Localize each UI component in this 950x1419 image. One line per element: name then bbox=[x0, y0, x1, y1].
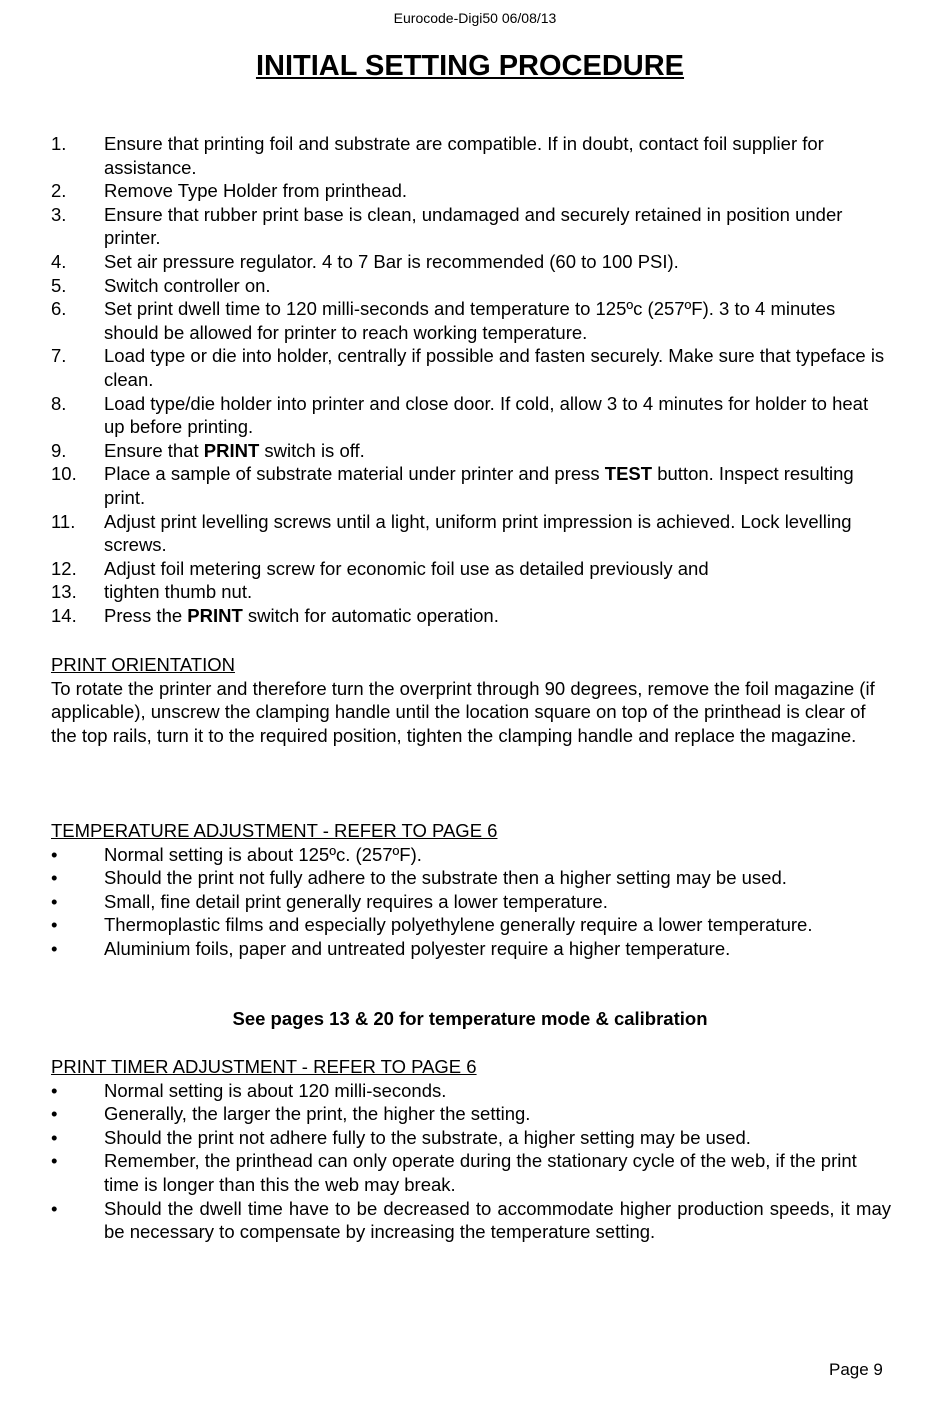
timer-heading: PRINT TIMER ADJUSTMENT - REFER TO PAGE 6 bbox=[51, 1056, 477, 1077]
step-text bbox=[104, 344, 891, 391]
step-text-emphasis: TEST bbox=[604, 463, 653, 485]
step-text-part: Adjust foil metering screw for economic foil use as detailed previously and bbox=[104, 557, 709, 579]
step-text-part: Load type/die holder into printer and close door. If cold, allow 3 to 4 minutes for holder to heat up before printing. bbox=[104, 392, 869, 438]
bullet-icon: • bbox=[51, 890, 58, 912]
step-text-part: Set print dwell time to 120 milli-seconds and temperature to 125ºc (257ºF). 3 to 4 minutes should be allowed for printer to reach working temperature. bbox=[104, 298, 836, 343]
step-text bbox=[104, 132, 891, 179]
step-number: 5. bbox=[51, 274, 67, 296]
step-text bbox=[104, 250, 891, 274]
step-item bbox=[51, 344, 891, 391]
bullet-item bbox=[51, 937, 891, 961]
bullet-icon: • bbox=[51, 1079, 58, 1101]
step-text bbox=[104, 297, 891, 344]
step-text-part: tighten thumb nut. bbox=[104, 581, 253, 603]
step-text-part: button. Inspect resulting print. bbox=[104, 463, 854, 508]
bullet-item bbox=[51, 866, 891, 890]
step-number: 1. bbox=[51, 133, 67, 154]
step-item bbox=[51, 510, 891, 557]
step-number: 7. bbox=[51, 345, 67, 367]
step-number: 2. bbox=[51, 180, 67, 202]
bullet-item bbox=[51, 1126, 891, 1150]
bullet-item bbox=[51, 843, 891, 867]
step-text-emphasis: PRINT bbox=[203, 439, 260, 461]
step-number: 11. bbox=[51, 510, 76, 532]
bullet-text: Normal setting is about 120 milli-seconds. bbox=[104, 1079, 447, 1101]
temperature-bullets bbox=[51, 843, 891, 961]
bullet-icon: • bbox=[51, 1150, 58, 1172]
orientation-heading: PRINT ORIENTATION bbox=[51, 654, 235, 675]
bullet-icon: • bbox=[51, 1197, 58, 1219]
step-item bbox=[51, 179, 891, 203]
step-text bbox=[104, 510, 891, 557]
timer-section bbox=[51, 1055, 891, 1244]
step-text-part: Adjust print levelling screws until a light, uniform print impression is achieved. Lock levelling screws. bbox=[104, 510, 852, 556]
step-text-part: Place a sample of substrate material under printer and press bbox=[104, 463, 605, 485]
bullet-icon: • bbox=[51, 937, 58, 959]
bullet-text: Thermoplastic films and especially polyethylene generally require a lower temperature. bbox=[104, 914, 813, 936]
step-text bbox=[104, 462, 891, 509]
bullet-icon: • bbox=[51, 914, 58, 936]
step-text bbox=[104, 392, 891, 439]
step-text bbox=[104, 179, 891, 203]
step-text-part: Switch controller on. bbox=[104, 274, 271, 296]
step-number: 14. bbox=[51, 604, 77, 626]
bullet-text: Aluminium foils, paper and untreated polyester require a higher temperature. bbox=[104, 937, 731, 959]
bullet-icon: • bbox=[51, 867, 58, 889]
step-item bbox=[51, 297, 891, 344]
bullet-item bbox=[51, 890, 891, 914]
step-item bbox=[51, 604, 891, 628]
step-text-part: switch for automatic operation. bbox=[242, 604, 499, 626]
bullet-item bbox=[51, 913, 891, 937]
step-text bbox=[104, 203, 891, 250]
step-text-part: Ensure that bbox=[104, 439, 204, 461]
step-number: 6. bbox=[51, 298, 67, 320]
bullet-icon: • bbox=[51, 1126, 58, 1148]
step-text-part: Load type or die into holder, centrally if possible and fasten securely. Make sure that typeface is clean. bbox=[104, 345, 885, 390]
step-text-part: switch is off. bbox=[259, 439, 365, 461]
bullet-text: Remember, the printhead can only operate during the stationary cycle of the web, if the print time is longer than this the web may break. bbox=[104, 1150, 857, 1195]
bullet-text: Should the print not adhere fully to the substrate, a higher setting may be used. bbox=[104, 1126, 751, 1148]
step-item bbox=[51, 274, 891, 298]
temperature-heading: TEMPERATURE ADJUSTMENT - REFER TO PAGE 6 bbox=[51, 820, 498, 841]
step-item bbox=[51, 250, 891, 274]
step-item bbox=[51, 392, 891, 439]
bullet-icon: • bbox=[51, 843, 58, 865]
page-number: Page 9 bbox=[829, 1360, 883, 1379]
bullet-item bbox=[51, 1079, 891, 1103]
step-text-part: Press the bbox=[104, 604, 188, 626]
bullet-text: Should the print not fully adhere to the substrate then a higher setting may be used. bbox=[104, 867, 787, 889]
bullet-text: Normal setting is about 125ºc. (257ºF). bbox=[104, 843, 422, 865]
document-reference: Eurocode-Digi50 06/08/13 bbox=[393, 10, 557, 26]
step-item bbox=[51, 462, 891, 509]
bullet-text: Generally, the larger the print, the higher the setting. bbox=[104, 1103, 531, 1125]
step-item bbox=[51, 203, 891, 250]
bullet-item bbox=[51, 1197, 891, 1244]
step-text-part: Ensure that printing foil and substrate are compatible. If in doubt, contact foil supplier for assistance. bbox=[104, 133, 824, 178]
step-text bbox=[104, 439, 891, 463]
step-number: 12. bbox=[51, 557, 77, 579]
bullet-text: Small, fine detail print generally requires a lower temperature. bbox=[104, 890, 608, 912]
step-item bbox=[51, 132, 891, 179]
bullet-text: Should the dwell time have to be decreased to accommodate higher production speeds, it may be necessary to compensate by increasing the temperature setting. bbox=[104, 1197, 891, 1243]
step-number: 13. bbox=[51, 581, 77, 603]
step-number: 10. bbox=[51, 463, 77, 485]
step-number: 3. bbox=[51, 203, 67, 225]
orientation-section bbox=[51, 653, 891, 747]
step-text-part: Remove Type Holder from printhead. bbox=[104, 180, 408, 202]
bullet-icon: • bbox=[51, 1103, 58, 1125]
calibration-note: See pages 13 & 20 for temperature mode & calibration bbox=[232, 1008, 708, 1029]
page-title: INITIAL SETTING PROCEDURE bbox=[255, 50, 685, 82]
step-text bbox=[104, 604, 891, 628]
temperature-section bbox=[51, 819, 891, 961]
step-item bbox=[51, 557, 891, 581]
bullet-item bbox=[51, 1149, 891, 1196]
step-text bbox=[104, 557, 891, 581]
step-number: 8. bbox=[51, 392, 67, 414]
step-text bbox=[104, 580, 891, 604]
timer-bullets bbox=[51, 1079, 891, 1244]
step-text bbox=[104, 274, 891, 298]
procedure-steps bbox=[51, 132, 891, 627]
step-item bbox=[51, 439, 891, 463]
step-item bbox=[51, 580, 891, 604]
step-number: 4. bbox=[51, 250, 67, 272]
step-text-part: Set air pressure regulator. 4 to 7 Bar is recommended (60 to 100 PSI). bbox=[104, 250, 679, 272]
orientation-text: To rotate the printer and therefore turn the overprint through 90 degrees, remove the foil magazine (if applicable), unscrew the clamping handle until the location square on top of the printhead is clear of the top rails, turn it to the required position, tighten the clamping handle and replace the magazine. bbox=[51, 677, 875, 746]
step-number: 9. bbox=[51, 439, 67, 461]
step-text-part: Ensure that rubber print base is clean, undamaged and securely retained in position under printer. bbox=[104, 203, 843, 249]
bullet-item bbox=[51, 1102, 891, 1126]
step-text-emphasis: PRINT bbox=[187, 604, 243, 626]
